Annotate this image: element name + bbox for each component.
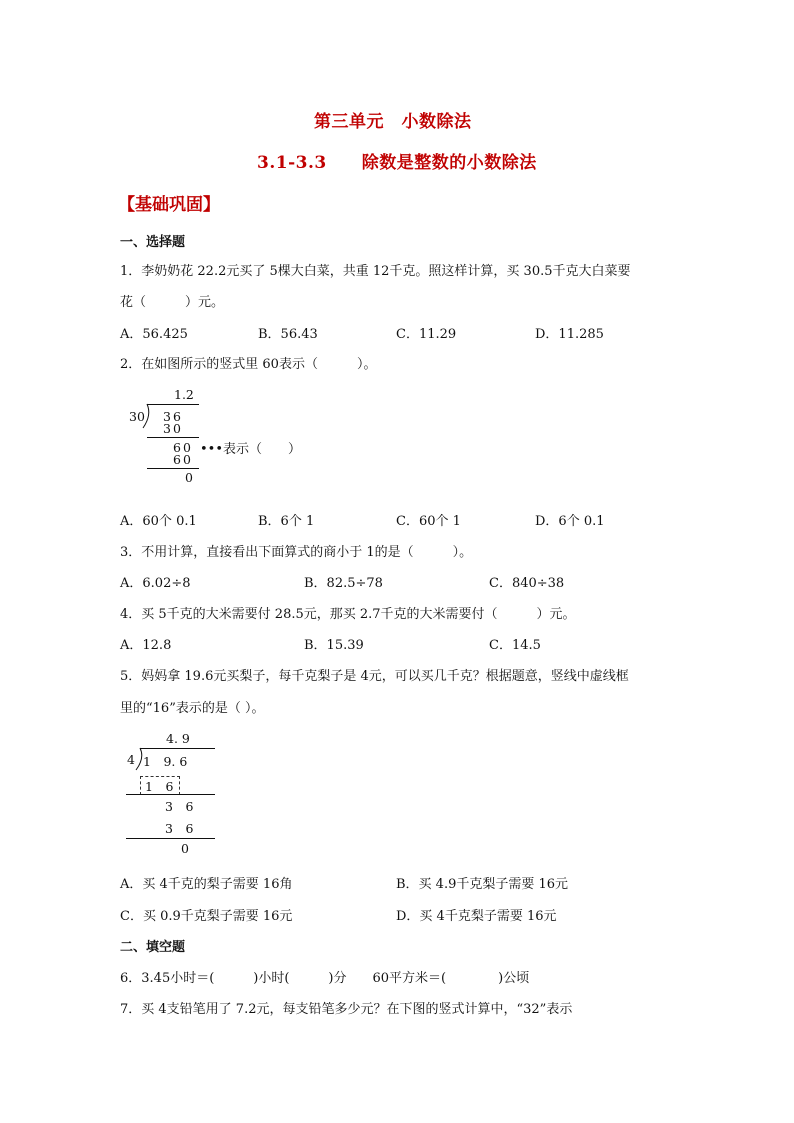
q5-dividend: 1 9. 6 [143, 754, 188, 769]
q1-text-line2: 花（ ）元。 [120, 295, 225, 310]
unit-title: 第三单元 小数除法 [314, 112, 472, 132]
q2-quotient: 1.2 [174, 387, 194, 402]
q2-final: 0 [185, 470, 193, 485]
q2-text: 2．在如图所示的竖式里 60表示（ ）。 [120, 357, 377, 372]
q3-option-a: A．6.02÷8 [120, 576, 191, 591]
q5-divisor: 4 [127, 752, 135, 767]
q1-option-b: B．56.43 [258, 327, 318, 342]
q2-option-a: A．60个 0.1 [120, 514, 197, 529]
q5-final: 0 [181, 841, 189, 856]
q6-text: 6．3.45小时＝( )小时( )分 60平方米＝( )公顷 [120, 971, 530, 986]
q5-text-line2: 里的“16”表示的是（ ）。 [120, 701, 265, 716]
q5-option-a: A．买 4千克的梨子需要 16角 [120, 877, 293, 892]
q5-line1 [126, 794, 215, 795]
q2-option-d: D．6个 0.1 [535, 514, 605, 529]
q5-line2 [126, 838, 215, 839]
q5-option-c: C．买 0.9千克梨子需要 16元 [120, 909, 293, 924]
q2-dividend: 36 [163, 409, 183, 424]
part1-heading: 一、选择题 [120, 235, 186, 250]
q1-option-d: D．11.285 [535, 327, 604, 342]
q2-option-c: C．60个 1 [396, 514, 461, 529]
q2-line1 [147, 437, 199, 438]
q5-option-b: B．买 4.9千克梨子需要 16元 [396, 877, 569, 892]
q5-option-d: D．买 4千克梨子需要 16元 [396, 909, 557, 924]
q5-remainder: 3 6 [165, 799, 194, 814]
q3-text: 3．不用计算，直接看出下面算式的商小于 1的是（ ）。 [120, 545, 473, 560]
q2-divisor: 30 [129, 409, 145, 424]
q2-line2 [147, 468, 199, 469]
q1-text-line1: 1．李奶奶花 22.2元买了 5棵大白菜，共重 12千克。照这样计算，买 30.5千克大白菜要 [120, 264, 631, 279]
part2-heading: 二、填空题 [120, 940, 186, 955]
q4-option-a: A．12.8 [120, 638, 172, 653]
q2-step2: 60 [173, 452, 193, 467]
q2-step1: 30 [163, 421, 183, 436]
section-heading: 【基础巩固】 [118, 195, 220, 215]
q2-option-b: B．6个 1 [258, 514, 315, 529]
q5-text-line1: 5．妈妈拿 19.6元买梨子，每千克梨子是 4元，可以买几千克？根据题意，竖线中虚线框 [120, 669, 629, 684]
q3-option-b: B．82.5÷78 [304, 576, 383, 591]
q5-quotient: 4. 9 [166, 731, 190, 746]
q4-text: 4．买 5千克的大米需要付 28.5元，那买 2.7千克的大米需要付（ ）元。 [120, 607, 576, 622]
q5-boxed-value: 1 6 [145, 779, 174, 794]
q3-option-c: C．840÷38 [489, 576, 565, 591]
q2-bracket-top [147, 404, 199, 405]
q2-annotation: •••表示（ ） [200, 442, 302, 457]
q2-remainder: 60 [173, 440, 193, 455]
q5-bracket-top [140, 748, 215, 749]
q1-option-c: C．11.29 [396, 327, 457, 342]
q1-option-a: A．56.425 [120, 327, 188, 342]
q7-text: 7．买 4支铅笔用了 7.2元，每支铅笔多少元？在下图的竖式计算中，“32”表示 [120, 1002, 573, 1017]
q4-option-c: C．14.5 [489, 638, 541, 653]
lesson-title: 3.1-3.3 除数是整数的小数除法 [257, 153, 537, 173]
q5-step2: 3 6 [165, 821, 194, 836]
q4-option-b: B．15.39 [304, 638, 364, 653]
